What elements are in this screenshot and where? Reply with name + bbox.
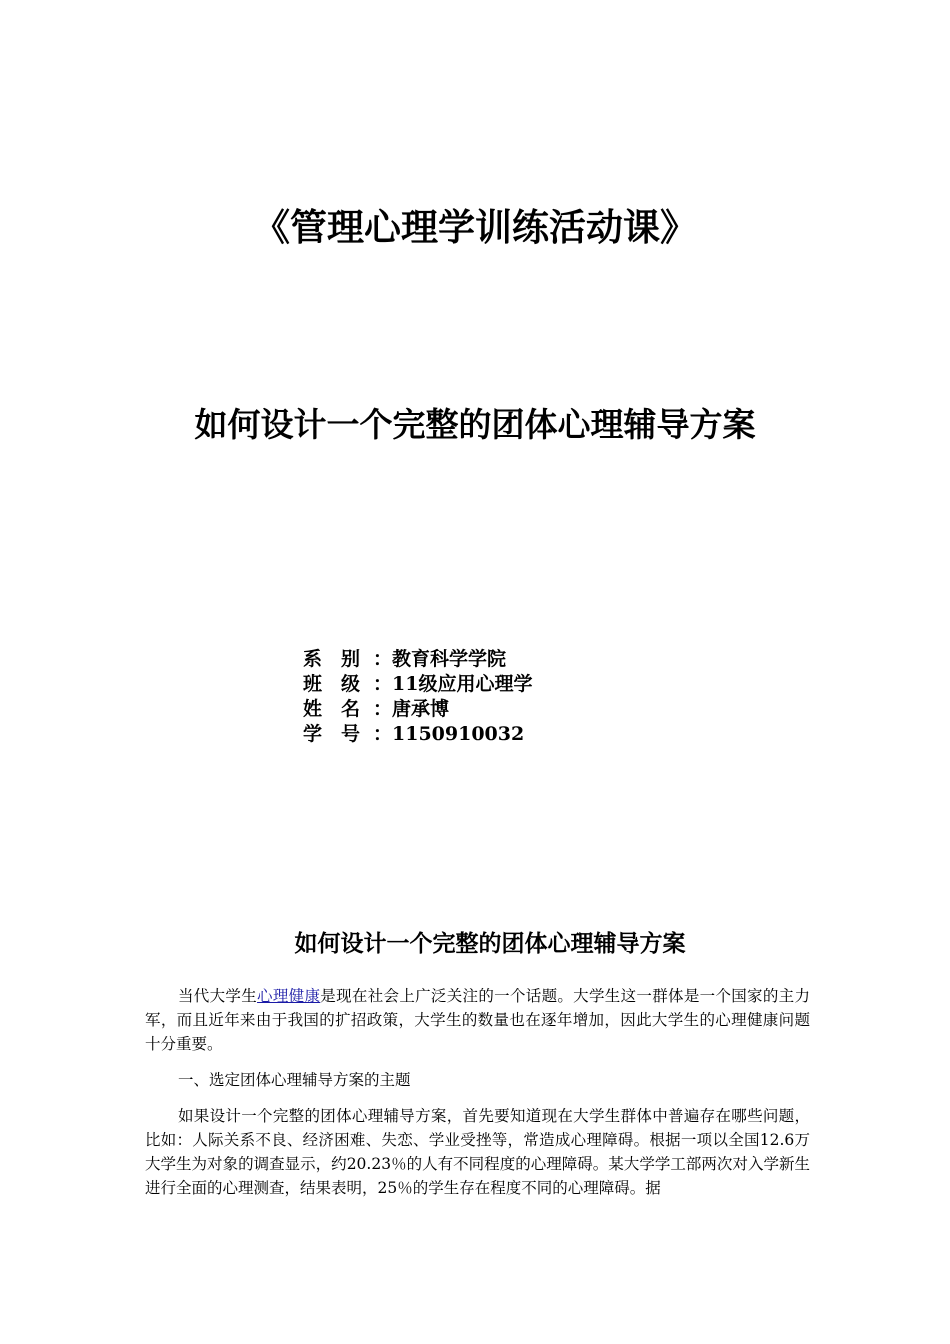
info-label: 系 别 [303,648,361,670]
paragraph-text: 当代大学生 [178,987,258,1005]
mental-health-link[interactable]: 心理健康 [257,987,321,1005]
info-value-department: ：教育科学学院 [373,648,507,670]
info-label: 学 号 [303,723,361,745]
info-label: 姓 名 [303,698,361,720]
info-row-name [303,697,703,722]
paragraph-text: 是现在社会上广泛关注的一个话题。大学生这一群体是一个国家的主力军，而且近年来由于我国的扩招政策，大学生的数量也在逐年增加，因此大学生的心理健康问题十分重要。 [145,987,810,1053]
course-title: 《管理心理学训练活动课》 [253,206,697,249]
info-value-class: ：11级应用心理学 [373,673,533,695]
info-row-department [303,647,703,672]
document-title: 如何设计一个完整的团体心理辅导方案 [194,405,756,444]
info-value-name: ：唐承博 [373,698,450,720]
student-info-block [303,647,703,747]
section-heading: 如何设计一个完整的团体心理辅导方案 [294,931,686,957]
info-value-student-id: ：1150910032 [373,723,525,745]
info-row-class [303,672,703,697]
paragraph-body: 如果设计一个完整的团体心理辅导方案，首先要知道现在大学生群体中普遍存在哪些问题，比如：人际关系不良、经济困难、失恋、学业受挫等，常造成心理障碍。根据一项以全国12.6万大学生为对象的调查显示，约20.23％的人有不同程度的心理障碍。某大学学工部两次对入学新生进行全面的心理测查，结果表明，25％的学生存在程度不同的心理障碍。据 [145,1107,810,1197]
info-label: 班 级 [303,673,361,695]
paragraph-heading-one: 一、选定团体心理辅导方案的主题 [178,1071,411,1089]
paragraph-intro [145,984,810,1056]
info-row-student-id [303,722,703,747]
body-text [145,984,810,1212]
